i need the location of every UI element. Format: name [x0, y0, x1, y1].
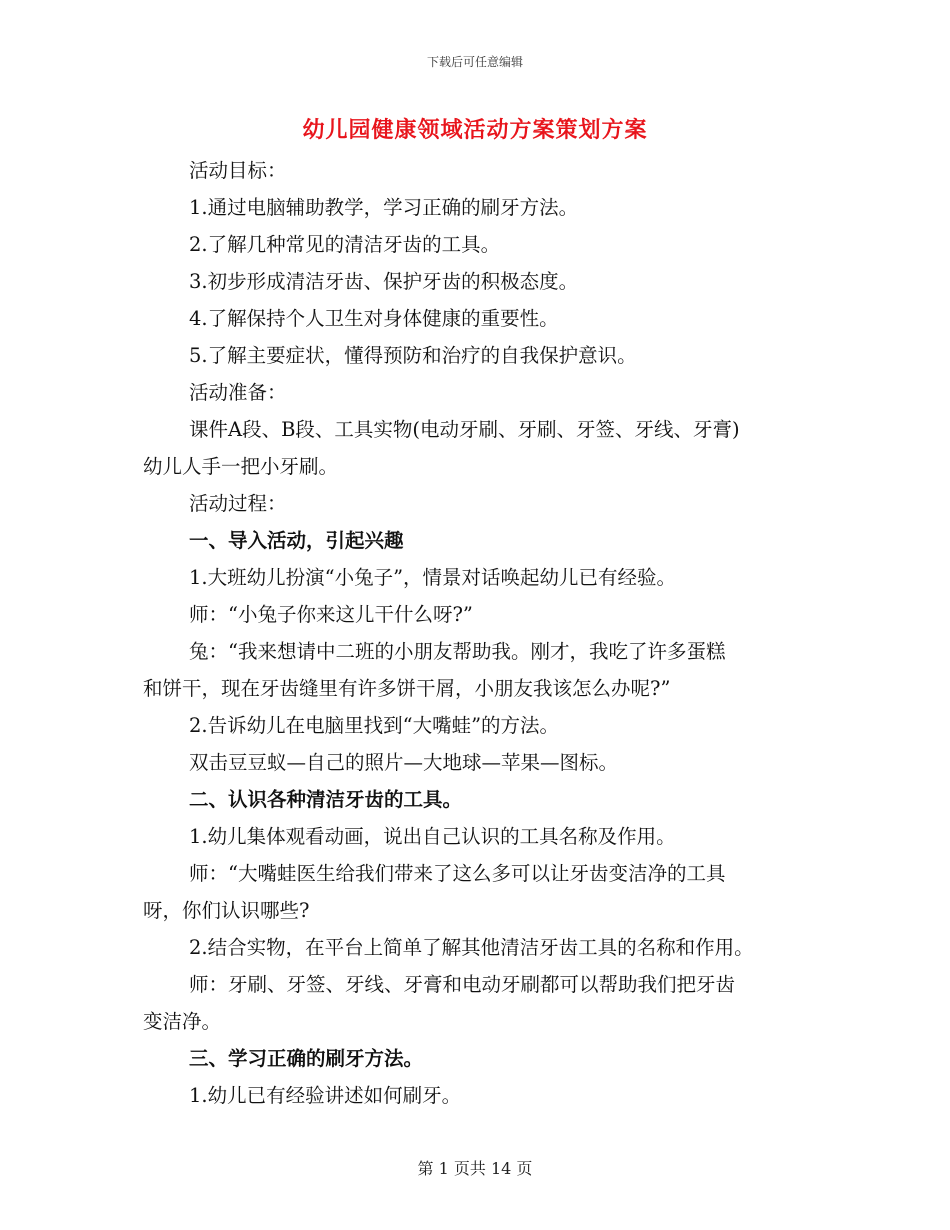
- header-note: 下载后可任意编辑: [426, 55, 523, 69]
- page-footer: 第 1 页共 14 页: [417, 1159, 533, 1178]
- body-paragraph: 兔：“我来想请中二班的小朋友帮助我。刚才，我吃了许多蛋糕: [189, 640, 726, 663]
- body-paragraph: 1.大班幼儿扮演“小兔子”，情景对话唤起幼儿已有经验。: [189, 566, 677, 589]
- body-paragraph: 变洁净。: [143, 1010, 222, 1033]
- body-paragraph: 幼儿人手一把小牙刷。: [143, 455, 339, 478]
- body-paragraph: 和饼干，现在牙齿缝里有许多饼干屑，小朋友我该怎么办呢?”: [143, 677, 671, 700]
- body-paragraph: 2.告诉幼儿在电脑里找到“大嘴蛙”的方法。: [189, 714, 560, 737]
- section-heading: 三、学习正确的刷牙方法。: [189, 1047, 424, 1070]
- body-paragraph: 5.了解主要症状，懂得预防和治疗的自我保护意识。: [189, 344, 637, 367]
- section-heading: 一、导入活动，引起兴趣: [189, 529, 404, 552]
- body-paragraph: 2.结合实物，在平台上简单了解其他清洁牙齿工具的名称和作用。: [189, 936, 754, 959]
- section-heading: 二、认识各种清洁牙齿的工具。: [189, 788, 463, 811]
- body-paragraph: 活动准备：: [189, 381, 287, 404]
- body-paragraph: 师：“大嘴蛙医生给我们带来了这么多可以让牙齿变洁净的工具: [189, 862, 726, 885]
- body-paragraph: 1.幼儿集体观看动画，说出自己认识的工具名称及作用。: [189, 825, 676, 848]
- document-body: [143, 152, 813, 1114]
- body-paragraph: 2.了解几种常见的清洁牙齿的工具。: [189, 233, 501, 256]
- body-paragraph: 活动目标：: [189, 159, 287, 182]
- body-paragraph: 1.幼儿已有经验讲述如何刷牙。: [189, 1084, 462, 1107]
- body-paragraph: 1.通过电脑辅助教学，学习正确的刷牙方法。: [189, 196, 579, 219]
- body-paragraph: 双击豆豆蚁—自己的照片—大地球—苹果—图标。: [189, 751, 619, 774]
- body-paragraph: 课件A段、B段、工具实物(电动牙刷、牙刷、牙签、牙线、牙膏): [189, 418, 740, 441]
- body-paragraph: 师：牙刷、牙签、牙线、牙膏和电动牙刷都可以帮助我们把牙齿: [189, 973, 736, 996]
- body-paragraph: 师：“小兔子你来这儿干什么呀?”: [189, 603, 473, 626]
- body-paragraph: 4.了解保持个人卫生对身体健康的重要性。: [189, 307, 559, 330]
- body-paragraph: 活动过程：: [189, 492, 287, 515]
- body-paragraph: 3.初步形成清洁牙齿、保护牙齿的积极态度。: [189, 270, 579, 293]
- body-paragraph: 呀，你们认识哪些?: [143, 899, 310, 922]
- document-title: 幼儿园健康领域活动方案策划方案: [302, 117, 648, 143]
